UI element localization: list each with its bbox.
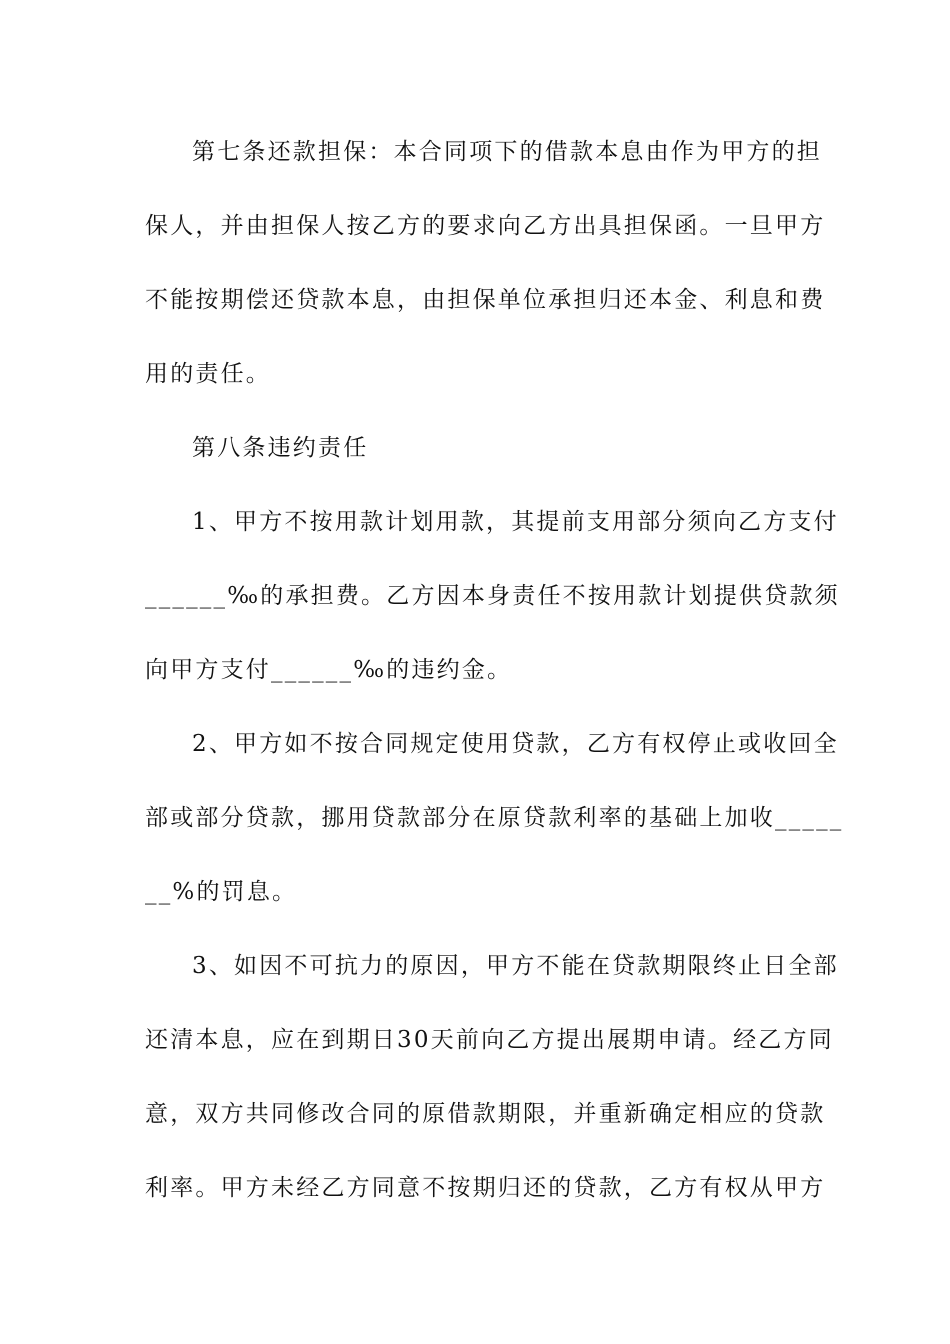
clause-1-line-2: ______‰的承担费。乙方因本身责任不按用款计划提供贷款须	[145, 583, 840, 609]
clause-3-line-4: 利率。甲方未经乙方同意不按期归还的贷款，乙方有权从甲方	[145, 1175, 826, 1201]
clause-3-line-1: 3、如因不可抗力的原因，甲方不能在贷款期限终止日全部	[192, 953, 839, 979]
clause-2-line-3: __%的罚息。	[145, 879, 298, 905]
clause-3-line-3: 意，双方共同修改合同的原借款期限，并重新确定相应的贷款	[145, 1101, 826, 1127]
clause-1-line-1: 1、甲方不按用款计划用款，其提前支用部分须向乙方支付	[192, 509, 839, 535]
article-8-heading: 第八条违约责任	[192, 435, 369, 461]
article-7-line-1: 第七条还款担保：本合同项下的借款本息由作为甲方的担	[192, 139, 822, 165]
article-7-line-2: 保人，并由担保人按乙方的要求向乙方出具担保函。一旦甲方	[145, 213, 826, 239]
clause-2-line-1: 2、甲方如不按合同规定使用贷款，乙方有权停止或收回全	[192, 731, 839, 757]
clause-3-line-2: 还清本息，应在到期日30天前向乙方提出展期申请。经乙方同	[145, 1027, 834, 1053]
article-7-line-4: 用的责任。	[145, 361, 271, 387]
clause-2-line-2: 部或部分贷款，挪用贷款部分在原贷款利率的基础上加收_____	[145, 805, 844, 831]
article-7-line-3: 不能按期偿还贷款本息，由担保单位承担归还本金、利息和费	[145, 287, 826, 313]
clause-1-line-3: 向甲方支付______‰的违约金。	[145, 657, 513, 683]
